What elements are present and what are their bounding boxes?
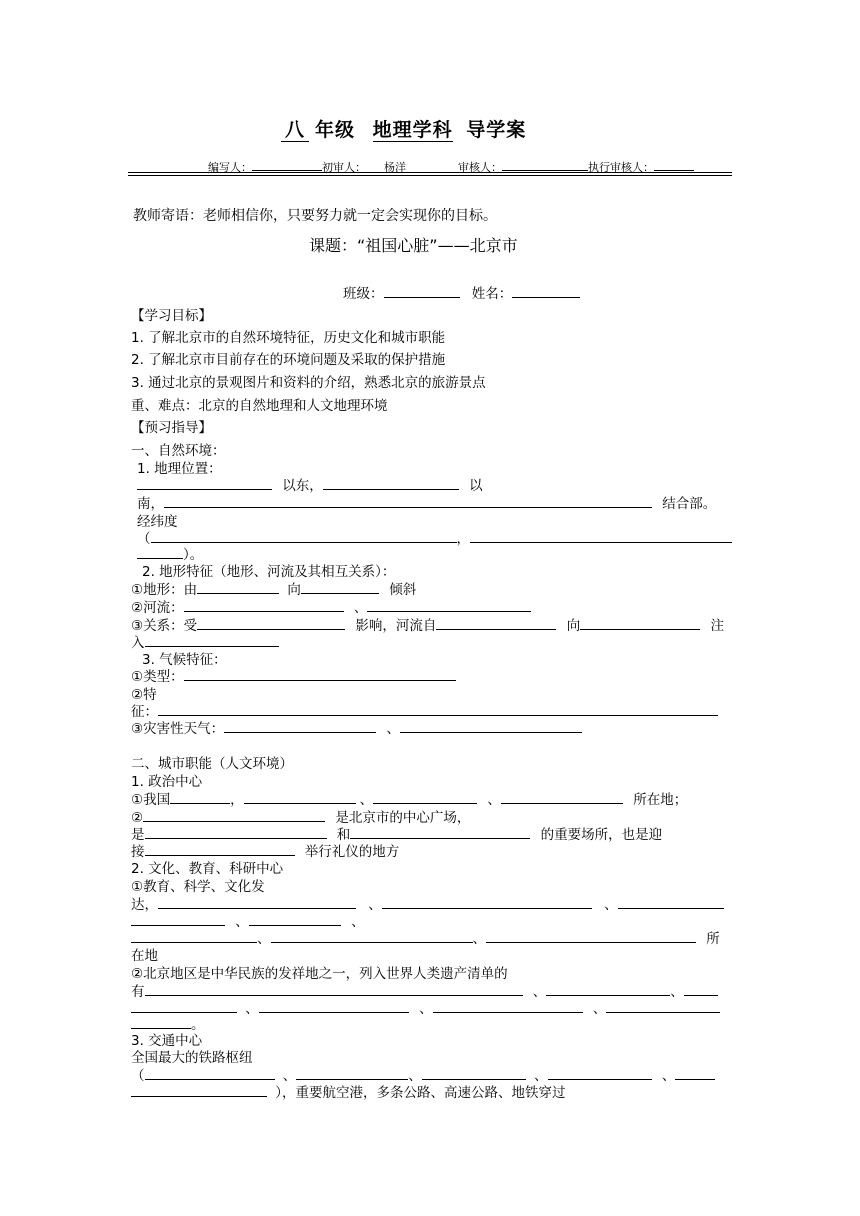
text-developed: 达， [131, 897, 158, 913]
first-reviewer-field: 杨洋 [366, 159, 458, 176]
text-square: 是北京市的中心广场， [335, 810, 471, 826]
text-feature: 征： [131, 704, 158, 720]
fill-blank[interactable] [145, 1065, 275, 1080]
fill-blank[interactable] [131, 928, 257, 943]
fill-blank[interactable] [367, 597, 531, 612]
grade-suffix: 年级 [315, 119, 356, 141]
fill-blank[interactable] [158, 701, 718, 716]
fill-blank[interactable] [224, 718, 376, 733]
text-comma: ， [230, 792, 244, 808]
text-zhu: 注 [710, 618, 724, 634]
doc-type: 导学案 [466, 119, 527, 141]
lesson-title: 课题：“祖国心脏”——北京市 [309, 236, 518, 255]
text-sep: 、 [472, 931, 486, 947]
text-country: ①我国 [131, 792, 171, 808]
landform-line [131, 578, 416, 598]
text-disaster: ③灾害性天气： [131, 721, 225, 737]
fill-blank[interactable] [151, 528, 457, 543]
exec-reviewer-field[interactable] [654, 156, 694, 171]
text-sep: 、 [245, 1001, 259, 1017]
rivers-line [131, 596, 531, 616]
text-period: 。 [191, 1017, 205, 1033]
fill-blank[interactable] [184, 597, 344, 612]
text-to: 向 [566, 618, 581, 634]
fill-blank[interactable] [271, 928, 473, 943]
fill-blank[interactable] [197, 615, 345, 630]
teacher-message: 教师寄语：老师相信你，只要努力就一定会实现你的目标。 [133, 208, 497, 224]
fill-blank[interactable] [244, 789, 356, 804]
culture-line4 [131, 927, 720, 947]
geo-location-line2 [137, 492, 716, 512]
text-paren-close: ）。 [183, 547, 204, 563]
text-sep: 、 [532, 984, 547, 1000]
text-sep: 、 [257, 931, 271, 947]
fill-blank[interactable] [131, 1014, 191, 1029]
culture-line1: ①教育、科学、文化发 [131, 879, 265, 895]
fill-blank[interactable] [580, 615, 700, 630]
first-reviewer-label: 初审人： [322, 161, 366, 174]
heritage-blanks-2 [131, 997, 720, 1017]
text-venue: 的重要场所，也是迎 [540, 827, 663, 843]
fill-blank[interactable] [249, 911, 341, 926]
transport-line3 [131, 1081, 566, 1101]
culture-line5: 在地 [131, 948, 158, 964]
text-circle-two: ② [131, 810, 144, 826]
preview-heading: 【预习指导】 [131, 420, 212, 436]
text-sep: 、 [592, 1001, 607, 1017]
fill-blank[interactable] [546, 981, 670, 996]
text-seat: 所在地； [633, 792, 688, 808]
text-jie: 接 [131, 844, 145, 860]
subject-field: 地理学科 [372, 119, 453, 141]
transport-title: 3. 交通中心 [131, 1033, 203, 1049]
political-line1 [131, 788, 687, 808]
fill-blank[interactable] [373, 789, 477, 804]
text-paren: （ [137, 531, 151, 547]
fill-blank[interactable] [323, 475, 459, 490]
fill-blank[interactable] [606, 998, 720, 1013]
author-field[interactable] [252, 156, 322, 171]
student-info [343, 282, 580, 302]
fill-blank[interactable] [131, 998, 237, 1013]
fill-blank[interactable] [145, 841, 295, 856]
geo-location-title: 1. 地理位置： [137, 461, 222, 477]
political-title: 1. 政治中心 [131, 774, 203, 790]
text-sep: 、 [604, 897, 618, 913]
text-and: 和 [336, 827, 351, 843]
climate-feature-a: ②特 [131, 687, 157, 703]
grade-field: 八 [281, 119, 309, 142]
text-sep: 、 [353, 600, 368, 616]
objective-item: 3. 通过北京的景观图片和资料的介绍，熟悉北京的旅游景点 [131, 375, 486, 391]
fill-blank[interactable] [158, 894, 356, 909]
latlon-line [137, 527, 732, 547]
text-sep: 、 [408, 1068, 422, 1084]
fill-blank[interactable] [501, 789, 623, 804]
section-city-title: 二、城市职能（人文环境） [131, 756, 293, 772]
text-paren: （ [131, 1068, 145, 1084]
page-title [281, 115, 526, 142]
text-ceremony: 举行礼仪的地方 [304, 844, 400, 860]
fill-blank[interactable] [684, 981, 718, 996]
text-sep: 、 [487, 792, 501, 808]
fill-blank[interactable] [145, 632, 279, 647]
climate-title: 3. 气候特征： [142, 652, 227, 668]
fill-blank[interactable] [433, 998, 583, 1013]
fill-blank[interactable] [486, 928, 696, 943]
reviewer-label: 审核人： [458, 161, 502, 174]
fill-blank[interactable] [350, 824, 530, 839]
text-sep: 、 [419, 1001, 433, 1017]
text-landform: ①地形：由 [131, 582, 198, 598]
class-label: 班级： [343, 286, 384, 302]
fill-blank[interactable] [422, 1065, 526, 1080]
fill-blank[interactable] [184, 666, 456, 681]
fill-blank[interactable] [197, 579, 279, 594]
text-comma: ， [456, 531, 470, 547]
text-sep: 、 [359, 792, 374, 808]
fill-blank[interactable] [470, 528, 732, 543]
fill-blank[interactable] [170, 789, 230, 804]
text-ru: 入 [131, 635, 145, 651]
class-field[interactable] [384, 283, 460, 298]
fill-blank[interactable] [145, 824, 327, 839]
name-field[interactable] [512, 283, 580, 298]
fill-blank[interactable] [382, 894, 592, 909]
climate-type-line [131, 665, 456, 685]
text-you: 有 [131, 984, 145, 1000]
text-tilt: 倾斜 [389, 582, 417, 598]
fill-blank[interactable] [143, 807, 325, 822]
header-rule-1 [128, 172, 732, 173]
fill-blank[interactable] [400, 718, 582, 733]
text-sep: 、 [661, 1068, 676, 1084]
fill-blank[interactable] [618, 894, 724, 909]
text-influence: 影响，河流自 [355, 618, 437, 634]
text-relation: ③关系：受 [131, 618, 198, 634]
geo-location-line1 [137, 474, 483, 494]
key-points: 重、难点：北京的自然地理和人文地理环境 [131, 398, 388, 414]
terrain-title: 2. 地形特征（地形、河流及其相互关系）： [142, 564, 396, 580]
fill-blank[interactable] [137, 475, 272, 490]
text-east: 以东， [282, 478, 323, 494]
text-sep: 、 [351, 914, 365, 930]
header-rule-2 [128, 175, 732, 176]
fill-blank[interactable] [675, 1065, 715, 1080]
roles-line [208, 156, 694, 176]
section-natural-title: 一、自然环境： [131, 443, 226, 459]
name-label: 姓名： [471, 286, 513, 302]
text-sep: 、 [282, 1068, 297, 1084]
text-sep: 、 [386, 721, 400, 737]
text-sep: 、 [670, 984, 684, 1000]
fill-blank[interactable] [548, 1065, 652, 1080]
fill-blank[interactable] [301, 579, 379, 594]
text-type: ①类型： [131, 669, 184, 685]
text-suo: 所 [706, 931, 720, 947]
latlon-label: 经纬度 [137, 514, 178, 530]
fill-blank[interactable] [131, 1082, 267, 1097]
fill-blank[interactable] [259, 998, 409, 1013]
author-label: 编写人： [208, 161, 252, 174]
objective-item: 2. 了解北京市目前存在的环境问题及采取的保护措施 [131, 352, 446, 368]
text-rivers: ②河流： [131, 600, 184, 616]
text-transport-end: ），重要航空港，多条公路、高速公路、地铁穿过 [275, 1085, 566, 1101]
text-sep: 、 [534, 1068, 548, 1084]
text-yi: 以 [469, 478, 483, 494]
reviewer-field[interactable] [502, 156, 588, 171]
fill-blank[interactable] [164, 493, 652, 508]
fill-blank[interactable] [131, 911, 225, 926]
fill-blank[interactable] [145, 981, 523, 996]
objective-item: 1. 了解北京市的自然环境特征，历史文化和城市职能 [131, 330, 446, 346]
text-south: 南， [137, 496, 164, 512]
text-junction: 结合部。 [662, 496, 717, 512]
text-sep: 、 [368, 897, 382, 913]
text-sep: 、 [235, 914, 249, 930]
objectives-heading: 【学习目标】 [131, 308, 212, 324]
disaster-line [131, 717, 582, 737]
transport-line1: 全国最大的铁路枢纽 [131, 1050, 253, 1066]
fill-blank[interactable] [436, 615, 556, 630]
exec-reviewer-label: 执行审核人： [588, 161, 654, 174]
culture-title: 2. 文化、教育、科研中心 [131, 861, 284, 877]
fill-blank[interactable] [137, 544, 183, 559]
heritage-line: ②北京地区是中华民族的发祥地之一，列入世界人类遗产清单的 [131, 966, 508, 982]
text-to: 向 [287, 582, 301, 598]
fill-blank[interactable] [296, 1065, 408, 1080]
text-shi: 是 [131, 827, 145, 843]
